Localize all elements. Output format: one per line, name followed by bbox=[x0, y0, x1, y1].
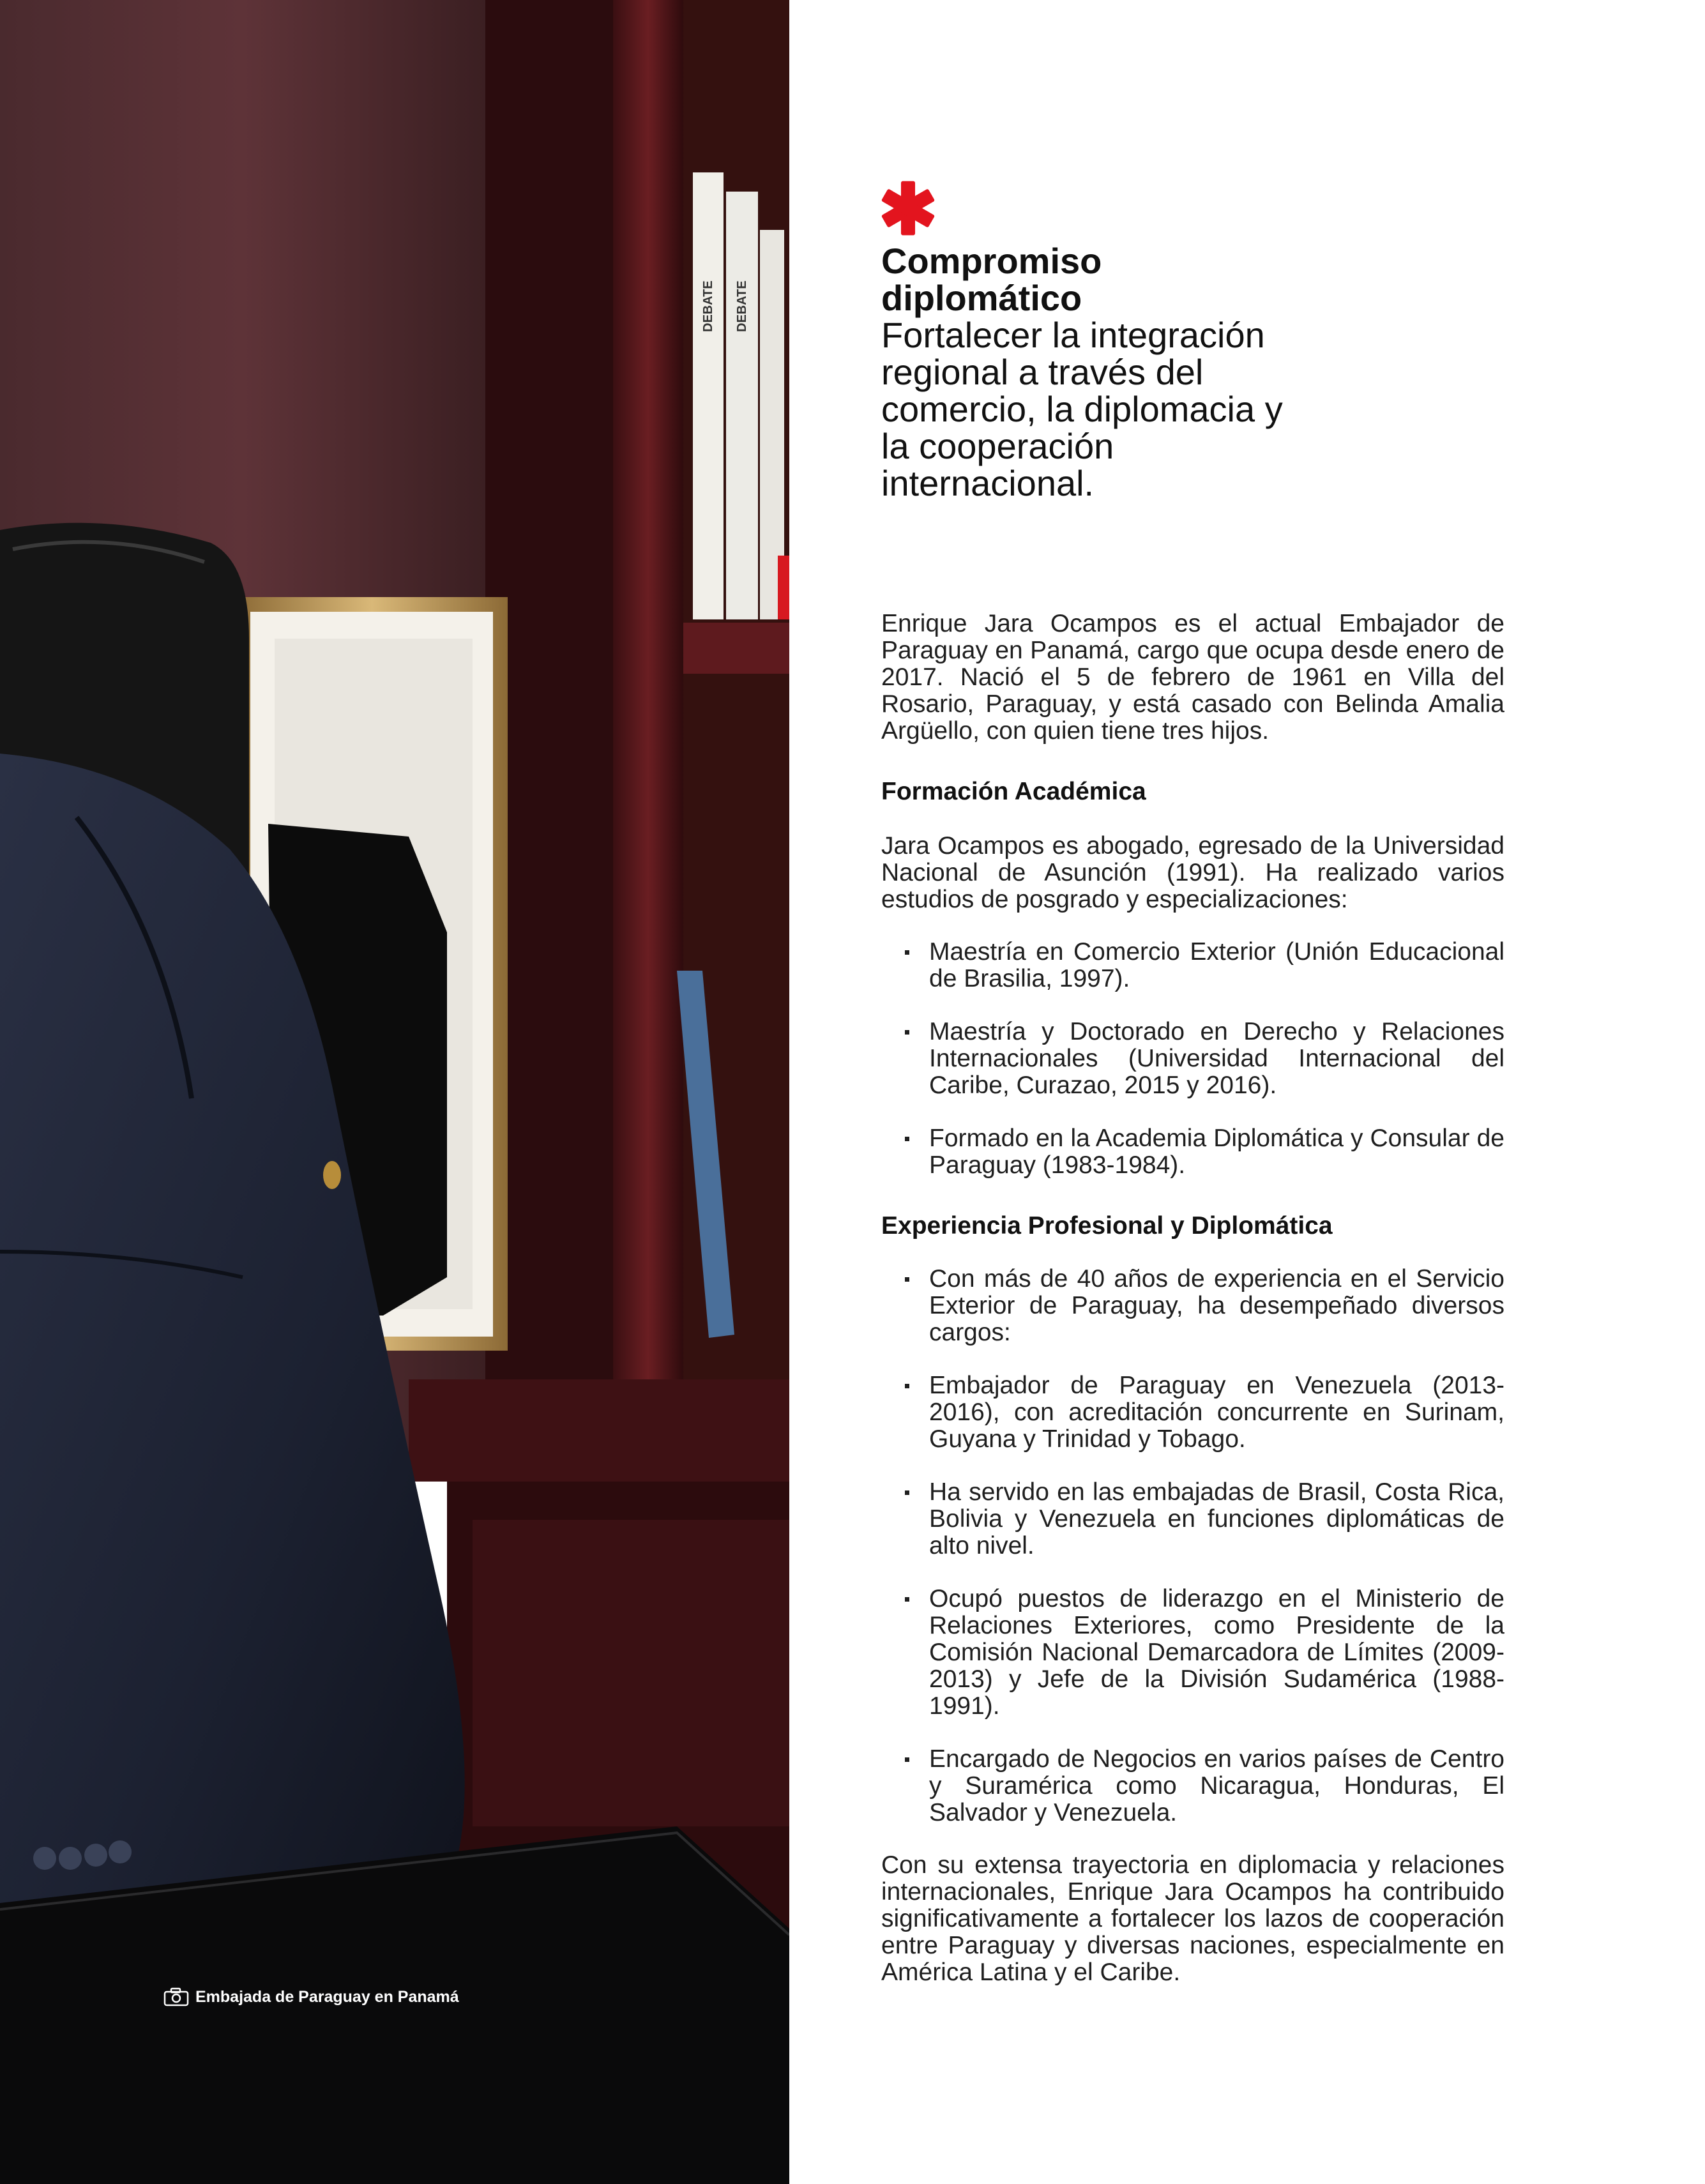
camera-icon bbox=[163, 1987, 189, 2006]
asterisk-icon bbox=[879, 179, 937, 238]
list-item: Maestría en Comercio Exterior (Unión Educacional de Brasilia, 1997). bbox=[929, 938, 1504, 992]
experiencia-title: Experiencia Profesional y Diplomática bbox=[881, 1212, 1333, 1240]
formacion-paragraph: Jara Ocampos es abogado, egresado de la Universidad Nacional de Asunción (1991). Ha realizado varios estudios de posgrado y especializaciones: bbox=[881, 832, 1504, 913]
books bbox=[693, 172, 789, 619]
book-spine-label: DEBATE bbox=[701, 280, 715, 332]
photo-caption bbox=[163, 1987, 459, 2006]
experiencia-list bbox=[881, 1266, 1504, 1826]
list-item: Ha servido en las embajadas de Brasil, Costa Rica, Bolivia y Venezuela en funciones diplomáticas de alto nivel. bbox=[929, 1478, 1504, 1559]
list-item: Encargado de Negocios en varios países de Centro y Suramérica como Nicaragua, Honduras, El Salvador y Venezuela. bbox=[929, 1745, 1504, 1826]
list-item: Ocupó puestos de liderazgo en el Ministerio de Relaciones Exteriores, como Presidente de la Comisión Nacional Demarcadora de Límites (2009-2013) y Jefe de la División Sudamérica (1988-1991). bbox=[929, 1585, 1504, 1720]
list-item: Embajador de Paraguay en Venezuela (2013-2016), con acreditación concurrente en Surinam, Guyana y Trinidad y Tobago. bbox=[929, 1372, 1504, 1453]
list-item: Con más de 40 años de experiencia en el Servicio Exterior de Paraguay, ha desempeñado diversos cargos: bbox=[929, 1265, 1504, 1346]
portrait-photo bbox=[0, 0, 789, 2184]
book-spine-label: DEBATE bbox=[735, 280, 749, 332]
office-scene-illustration bbox=[0, 0, 789, 2184]
caption-text: Embajada de Paraguay en Panamá bbox=[195, 1987, 459, 2006]
intro-paragraph: Enrique Jara Ocampos es el actual Embajador de Paraguay en Panamá, cargo que ocupa desde enero de 2017. Nació el 5 de febrero de 1961 en Villa del Rosario, Paraguay, y está casado con Belinda Amalia Argüello, con quien tiene tres hijos. bbox=[881, 610, 1504, 745]
article-content bbox=[881, 179, 1504, 1986]
list-item: Formado en la Academia Diplomática y Consular de Paraguay (1983-1984). bbox=[929, 1125, 1504, 1179]
list-item: Maestría y Doctorado en Derecho y Relaciones Internacionales (Universidad Internacional del Caribe, Curazao, 2015 y 2016). bbox=[929, 1018, 1504, 1099]
formacion-title: Formación Académica bbox=[881, 778, 1146, 805]
formacion-list bbox=[881, 939, 1504, 1179]
section-heading: Compromiso diplomático bbox=[881, 241, 1102, 318]
closing-paragraph: Con su extensa trayectoria en diplomacia y relaciones internacionales, Enrique Jara Ocampos ha contribuido significativamente a fortalecer los lazos de cooperación entre Paraguay y diversas naciones, especialmente en América Latina y el Caribe. bbox=[881, 1851, 1504, 1986]
section-subheading: Fortalecer la integración regional a través del comercio, la diplomacia y la cooperación internacional. bbox=[881, 315, 1283, 503]
